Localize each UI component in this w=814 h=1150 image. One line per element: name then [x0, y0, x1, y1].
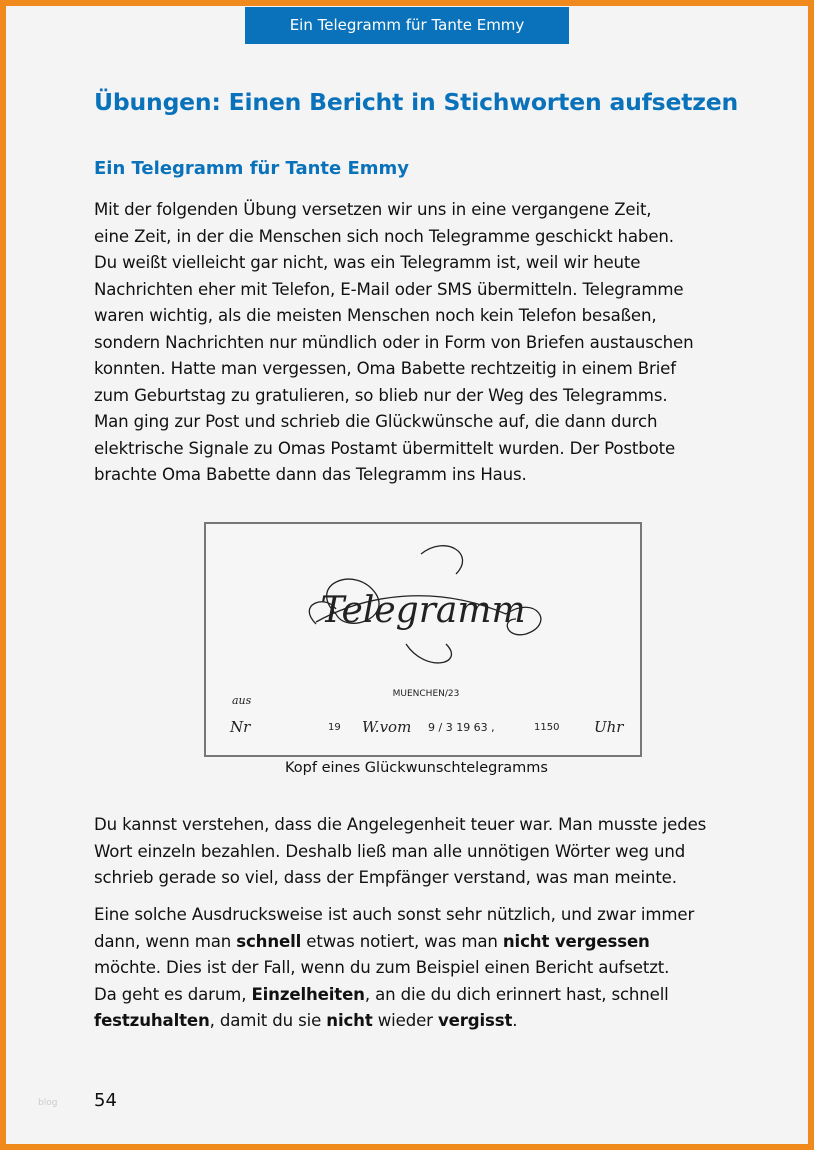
bold-text: Einzelheiten — [251, 984, 365, 1004]
text-line: waren wichtig, als die meisten Menschen noch kein Telefon besaßen, — [94, 306, 657, 325]
telegram-title: Telegramm — [320, 590, 526, 631]
text-line: Mit der folgenden Übung versetzen wir uns in eine vergangene Zeit, — [94, 200, 652, 219]
text-line: Wort einzeln bezahlen. Deshalb ließ man alle unnötigen Wörter weg und — [94, 841, 686, 861]
text: Eine solche Ausdrucksweise ist auch sonst sehr nützlich, und zwar immer — [94, 905, 695, 924]
text-line: konnten. Hatte man vergessen, Oma Babette rechtzeitig in einem Brief — [94, 359, 676, 378]
text-line: Nachrichten eher mit Telefon, E-Mail oder SMS übermitteln. Telegramme — [94, 279, 684, 299]
text: , damit du sie — [209, 1011, 327, 1030]
text-line: Du kannst verstehen, dass die Angelegenheit teuer war. Man musste jedes — [94, 815, 707, 834]
text-line: zum Geburtstag zu gratulieren, so blieb nur der Weg des Telegramms. — [94, 385, 668, 405]
telegram-date: 9 / 3 19 63 , — [428, 721, 495, 734]
bold-text: vergisst — [437, 1011, 513, 1030]
text-line: eine Zeit, in der die Menschen sich noch Telegramme geschickt haben. — [94, 226, 674, 246]
text: . — [512, 1011, 518, 1030]
text: Da geht es darum, — [94, 984, 252, 1004]
paragraph-cost — [94, 812, 706, 892]
header-banner: Ein Telegramm für Tante Emmy — [245, 7, 569, 44]
bold-text: schnell — [236, 931, 302, 951]
paragraph-summary — [94, 902, 694, 1035]
bold-text: festzuhalten — [94, 1011, 210, 1030]
text: etwas notiert, was man — [301, 931, 503, 951]
text-line: Du weißt vielleicht gar nicht, was ein Telegramm ist, weil wir heute — [94, 253, 641, 272]
page-number: 54 — [94, 1090, 117, 1111]
paragraph-intro — [94, 197, 693, 489]
telegram-aus: aus — [232, 694, 252, 707]
telegram-uhr: Uhr — [594, 718, 624, 736]
text-line: elektrische Signale zu Omas Postamt übermittelt wurden. Der Postbote — [94, 438, 676, 458]
telegram-image — [204, 522, 642, 757]
telegram-time: 1150 — [534, 722, 560, 733]
text: möchte. Dies ist der Fall, wenn du zum Beispiel einen Bericht aufsetzt. — [94, 958, 670, 977]
section-title: Ein Telegramm für Tante Emmy — [94, 158, 410, 179]
text-line: brachte Oma Babette dann das Telegramm ins Haus. — [94, 465, 527, 484]
text: , an die du dich erinnert hast, schnell — [364, 984, 669, 1004]
image-caption: Kopf eines Glückwunschtelegramms — [285, 760, 548, 776]
text-line: Man ging zur Post und schrieb die Glückwünsche auf, die dann durch — [94, 412, 658, 431]
page-title: Übungen: Einen Bericht in Stichworten aufsetzen — [94, 88, 738, 116]
telegram-place: MUENCHEN/23 — [392, 689, 460, 699]
text: dann, wenn man — [94, 931, 237, 951]
telegram-nr: Nr — [230, 718, 251, 736]
telegram-wvom: W.vom — [362, 718, 412, 736]
blog-label: blog — [38, 1098, 58, 1108]
text: wieder — [372, 1011, 438, 1030]
bold-text: nicht — [326, 1011, 373, 1030]
telegram-nr-value: 19 — [328, 722, 341, 733]
bold-text: nicht vergessen — [502, 931, 650, 951]
text-line: sondern Nachrichten nur mündlich oder in Form von Briefen austauschen — [94, 332, 694, 352]
text-line: schrieb gerade so viel, dass der Empfänger verstand, was man meinte. — [94, 868, 677, 887]
